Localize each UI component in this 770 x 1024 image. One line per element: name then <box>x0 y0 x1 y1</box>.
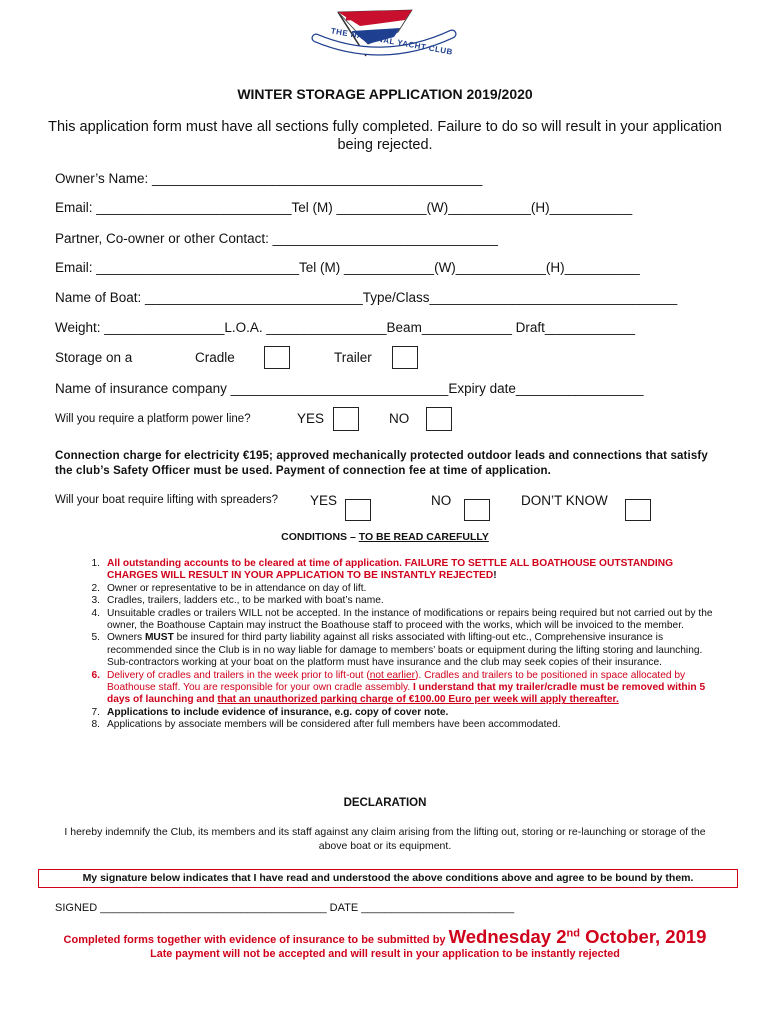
late-payment-note: Late payment will not be accepted and will result in your application to be instantly rejected <box>150 948 620 960</box>
submission-deadline: Completed forms together with evidence of insurance to be submitted by Wednesday 2nd October, 2019 <box>63 926 707 947</box>
condition-item: 6. Delivery of cradles and trailers in the week prior to lift-out (not earlier). Cradles and trailers to be positioned in space allocated by Boathouse staff. You are responsible for your own cradle assembly. I understand that my trailer/cradle must be removed within 5 days of launching and that an unauthorized parking charge of €100.00 Euro per week will apply thereafter. <box>91 669 706 706</box>
club-logo <box>308 4 458 68</box>
conditions-list <box>55 558 715 732</box>
condition-item: 8. Applications by associate members will be considered after full members have been accommodated. <box>91 719 561 731</box>
condition-item: 3. Cradles, trailers, ladders etc., to be marked with boat’s name. <box>91 595 384 607</box>
condition-item: 4. Unsuitable cradles or trailers WILL not be accepted. In the instance of modifications or repairs being required but not carried out by the owner, the Boathouse Captain may instruct the Boathouse staff to proceed with the works, which will be invoiced to the member. <box>91 607 713 632</box>
lifting-dont-know-label: DON’T KNOW <box>521 493 608 508</box>
cradle-checkbox[interactable] <box>264 346 290 369</box>
conditions-title: CONDITIONS – TO BE READ CAREFULLY <box>281 531 489 543</box>
condition-item: 5. Owners MUST be insured for third party liability against all risks associated with lifting-out etc., Comprehensive insurance is recommended since the Club is in no way liable for damage to members’ boats or equipment during the lifting storing and launching. Sub-contractors working at your boat on the platform must have insurance and the club may seek copies of their insurance. <box>91 632 703 669</box>
dimensions-field[interactable]: Weight: ________________L.O.A. ________________Beam____________ Draft____________ <box>55 320 636 335</box>
signature-note-box: My signature below indicates that I have read and understood the above conditions above and agree to be bound by them. <box>38 869 738 888</box>
partner-contact-field[interactable]: Partner, Co-owner or other Contact: ______________________________ <box>55 231 498 246</box>
trailer-label: Trailer <box>334 350 372 365</box>
connection-charge-note: Connection charge for electricity €195; approved mechanically protected outdoor leads and connections that satisfy the club’s Safety Officer must be used. Payment of connection fee at time of application. <box>55 450 708 477</box>
condition-item: 2. Owner or representative to be in attendance on day of lift. <box>91 582 367 594</box>
email-tel-field-1[interactable]: Email: __________________________Tel (M) ____________(W)___________(H)___________ <box>55 200 633 215</box>
logo-text: THE NATIONAL YACHT CLUB <box>330 26 454 57</box>
signed-date-field[interactable]: SIGNED _____________________________________ DATE _________________________ <box>55 902 515 914</box>
lifting-dont-know-checkbox[interactable] <box>625 499 651 521</box>
email-tel-field-2[interactable]: Email: ___________________________Tel (M) ____________(W)____________(H)__________ <box>55 260 640 275</box>
intro-text: This application form must have all sections fully completed. Failure to do so will result in your application being rejected. <box>48 119 722 153</box>
power-yes-checkbox[interactable] <box>333 407 359 431</box>
boat-name-field[interactable]: Name of Boat: _____________________________Type/Class_________________________________ <box>55 290 678 305</box>
power-no-checkbox[interactable] <box>426 407 452 431</box>
condition-item: 1. All outstanding accounts to be cleared at time of application. FAILURE TO SETTLE ALL BOATHOUSE OUTSTANDING CHARGES WILL RESULT IN YOUR APPLICATION TO BE INSTANTLY REJECTED! <box>91 558 674 582</box>
page-title: WINTER STORAGE APPLICATION 2019/2020 <box>237 86 533 102</box>
power-line-question: Will you require a platform power line? <box>55 413 251 425</box>
trailer-checkbox[interactable] <box>392 346 418 369</box>
power-no-label: NO <box>389 411 410 426</box>
declaration-text: I hereby indemnify the Club, its members and its staff against any claim arising from the lifting out, storing or re-launching or storage of the above boat or its equipment. <box>64 826 706 852</box>
lifting-yes-checkbox[interactable] <box>345 499 371 521</box>
cradle-label: Cradle <box>195 350 235 365</box>
power-yes-label: YES <box>297 411 325 426</box>
owner-name-field[interactable]: Owner’s Name: ____________________________________________ <box>55 171 483 186</box>
lifting-no-checkbox[interactable] <box>464 499 490 521</box>
lifting-yes-label: YES <box>310 493 338 508</box>
condition-item: 7. Applications to include evidence of insurance, e.g. copy of cover note. <box>91 706 449 718</box>
lifting-question: Will your boat require lifting with spreaders? <box>55 494 279 506</box>
lifting-no-label: NO <box>431 493 452 508</box>
declaration-title: DECLARATION <box>343 797 427 809</box>
storage-label: Storage on a <box>55 350 133 365</box>
insurance-field[interactable]: Name of insurance company _____________________________Expiry date_________________ <box>55 381 644 396</box>
